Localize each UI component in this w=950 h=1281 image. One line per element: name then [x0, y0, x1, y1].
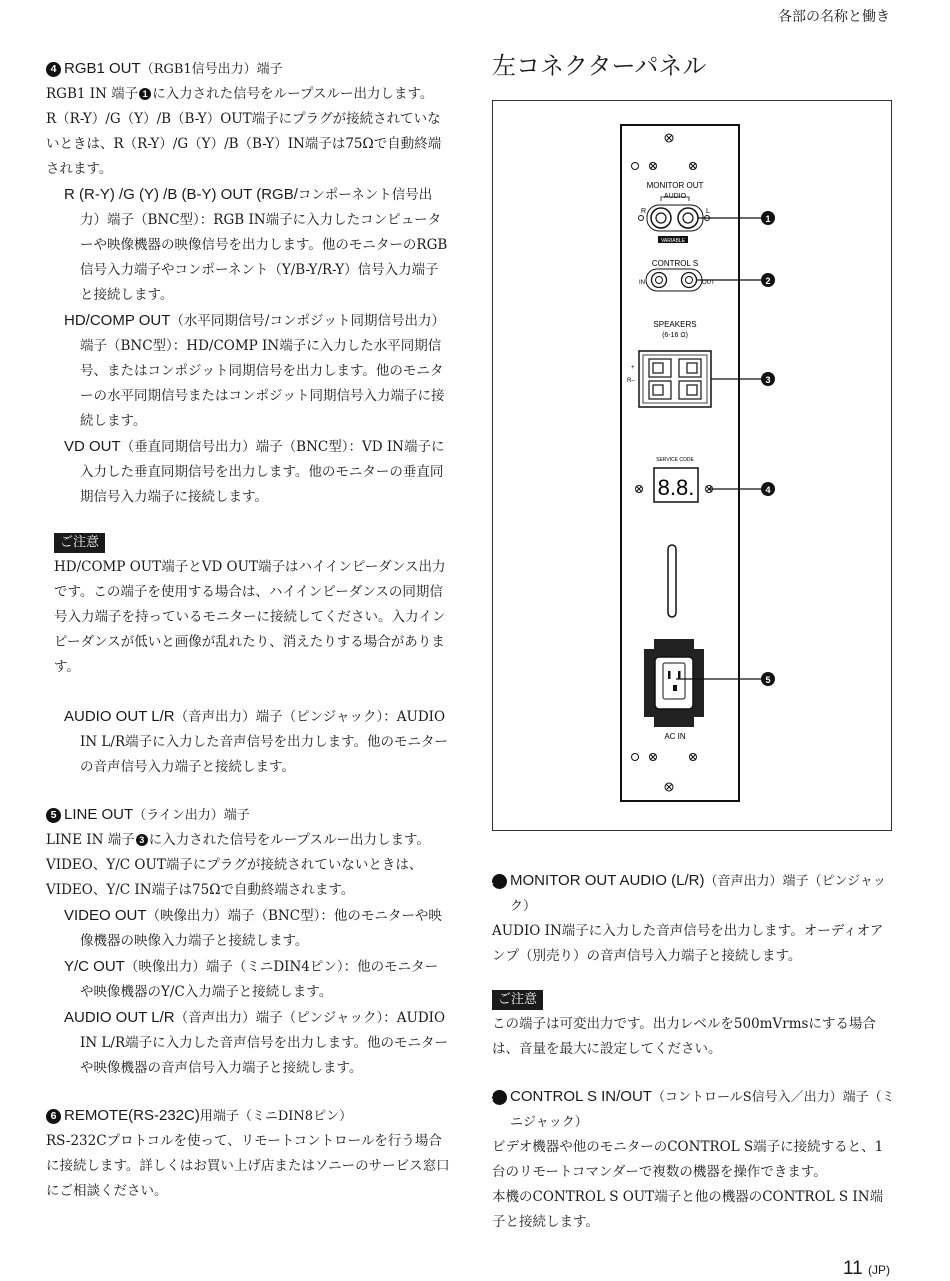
panel-figure	[492, 100, 892, 831]
svg-text:VARIABLE: VARIABLE	[660, 238, 686, 244]
note-badge: ご注意	[492, 990, 543, 1010]
connector-panel-illustration	[493, 101, 891, 830]
l-label: L	[706, 208, 710, 215]
monitor-body: AUDIO IN端子に入力した音声信号を出力します。オーディオアンプ（別売り）の音声信号入力端子と接続します。	[492, 923, 884, 964]
video-out-item: VIDEO OUT（映像出力）端子（BNC型）：他のモニターや映像機器の映像入力端子と接続します。	[64, 907, 442, 949]
r-label: R	[641, 208, 647, 215]
control-heading: 2 CONTROL S IN/OUT（コントロールS信号入／出力）端子（ミニジャック）	[487, 1088, 895, 1130]
speakers-label: SPEAKERS	[653, 320, 697, 329]
control-s-out-jack	[682, 273, 697, 288]
ohm-label: (6-16 Ω)	[662, 332, 688, 339]
yc-out-item: Y/C OUT（映像出力）端子（ミニDIN4ピン）：他のモニターや映像機器のY/C入力端子と接続します。	[64, 958, 439, 1000]
svg-text:4: 4	[765, 485, 771, 495]
rgb1-intro: RGB1 IN 端子 1 に入力された信号をループスルー出力します。	[46, 86, 434, 102]
audio-out-item: AUDIO OUT L/R（音声出力）端子（ピンジャック）：AUDIO IN L/R端子に入力した音声信号を出力します。他のモニターの音声信号入力端子と接続します。	[64, 708, 449, 775]
in-label: IN	[639, 280, 645, 286]
callouts	[761, 211, 775, 686]
control-body-1: ビデオ機器や他のモニターのCONTROL S端子に接続すると、1台のリモートコマンダーで複数の機器を操作できます。	[492, 1139, 884, 1180]
hdcomp-out-item: HD/COMP OUT（水平同期信号/コンポジット同期信号出力）端子（BNC型）：HD/COMP IN端子に入力した水平同期信号、またはコンポジット同期信号を出力します。他のモニターの水平同期信号またはコンポジット同期信号入力端子に接続します。	[64, 312, 445, 429]
line-intro: LINE IN 端子 3 に入力された信号をループスルー出力します。	[46, 832, 430, 848]
hole-icon	[632, 163, 639, 170]
rgb1-note: HD/COMP OUT端子とVD OUT端子はハイインピーダンス出力です。この端子を使用する場合は、ハイインピーダンスの同期信号入力端子を持っているモニターに接続してください。入力インピーダンスが低いと画像が乱れたり、消えたりする場合があります。	[54, 559, 446, 675]
monitor-heading: 1 MONITOR OUT AUDIO (L/R)（音声出力）端子（ピンジャック）	[487, 872, 886, 914]
slot	[668, 545, 676, 617]
rgb1-heading: 4 RGB1 OUT（RGB1信号出力）端子	[46, 56, 450, 82]
note-badge: ご注意	[54, 533, 105, 553]
line-audio-out-item: AUDIO OUT L/R（音声出力）端子（ピンジャック）：AUDIO IN L/R端子に入力した音声信号を出力します。他のモニターや映像機器の音声信号入力端子と接続します。	[64, 1009, 449, 1076]
right-column	[487, 868, 896, 1235]
page-number: 11 (JP)	[842, 1258, 890, 1279]
audio-label: AUDIO	[663, 193, 687, 200]
svg-text:3: 3	[765, 375, 771, 385]
monitor-out-label: MONITOR OUT	[646, 181, 704, 190]
out-label: OUT	[702, 280, 715, 286]
rgb1-body: R（R-Y）/G（Y）/B（B-Y）OUT端子にプラグが接続されていないときは、R（R-Y）/G（Y）/B（B-Y）IN端子は75Ωで自動終端されます。	[46, 111, 442, 177]
service-code-label: SERVICE CODE	[656, 457, 694, 463]
svg-text:8.8.: 8.8.	[657, 475, 695, 500]
monitor-note: この端子は可変出力です。出力レベルを500mVrmsにする場合は、音量を最大に設定してください。	[492, 1016, 876, 1057]
left-column	[46, 56, 450, 1204]
control-s-in-jack	[652, 273, 667, 288]
svg-text:2: 2	[765, 276, 771, 286]
audio-jack-l	[678, 208, 698, 228]
audio-jack-r	[651, 208, 671, 228]
svg-text:5: 5	[765, 675, 771, 685]
plus-label: +	[631, 365, 635, 371]
line-heading: 5 LINE OUT（ライン出力）端子	[46, 802, 450, 828]
svg-text:1: 1	[765, 214, 771, 224]
control-body-2: 本機のCONTROL S OUT端子と他の機器のCONTROL S IN端子と接続します。	[492, 1189, 884, 1230]
line-body: VIDEO、Y/C OUT端子にプラグが接続されていないときは、VIDEO、Y/C IN端子は75Ωで自動終端されます。	[46, 857, 423, 898]
vd-out-item: VD OUT（垂直同期信号出力）端子（BNC型）：VD IN端子に入力した垂直同期信号を出力します。他のモニターの垂直同期信号入力端子に接続します。	[64, 438, 445, 505]
section-title: 左コネクターパネル	[492, 52, 707, 80]
num-badge: 4	[46, 62, 61, 77]
r-minus-label: R–	[627, 378, 635, 384]
running-header: 各部の名称と働き	[778, 9, 890, 25]
remote-body: RS-232Cプロトコルを使って、リモートコントロールを行う場合に接続します。詳しくはお買い上げ店またはソニーのサービス窓口にご相談ください。	[46, 1133, 450, 1199]
ac-in-label: AC IN	[664, 732, 686, 741]
remote-heading: 6 REMOTE(RS-232C)用端子（ミニDIN8ピン）	[46, 1103, 450, 1129]
rgb-out-item: R (R-Y) /G (Y) /B (B-Y) OUT (RGB/コンポーネント信号出力）端子（BNC型）：RGB IN端子に入力したコンピューターや映像機器の映像信号を出力します。他のモニターのRGB信号入力端子やコンポーネント（Y/B-Y/R-Y）信号入力端子と接続します。	[64, 186, 448, 303]
hole-icon	[632, 754, 639, 761]
control-s-label: CONTROL S	[651, 259, 699, 268]
